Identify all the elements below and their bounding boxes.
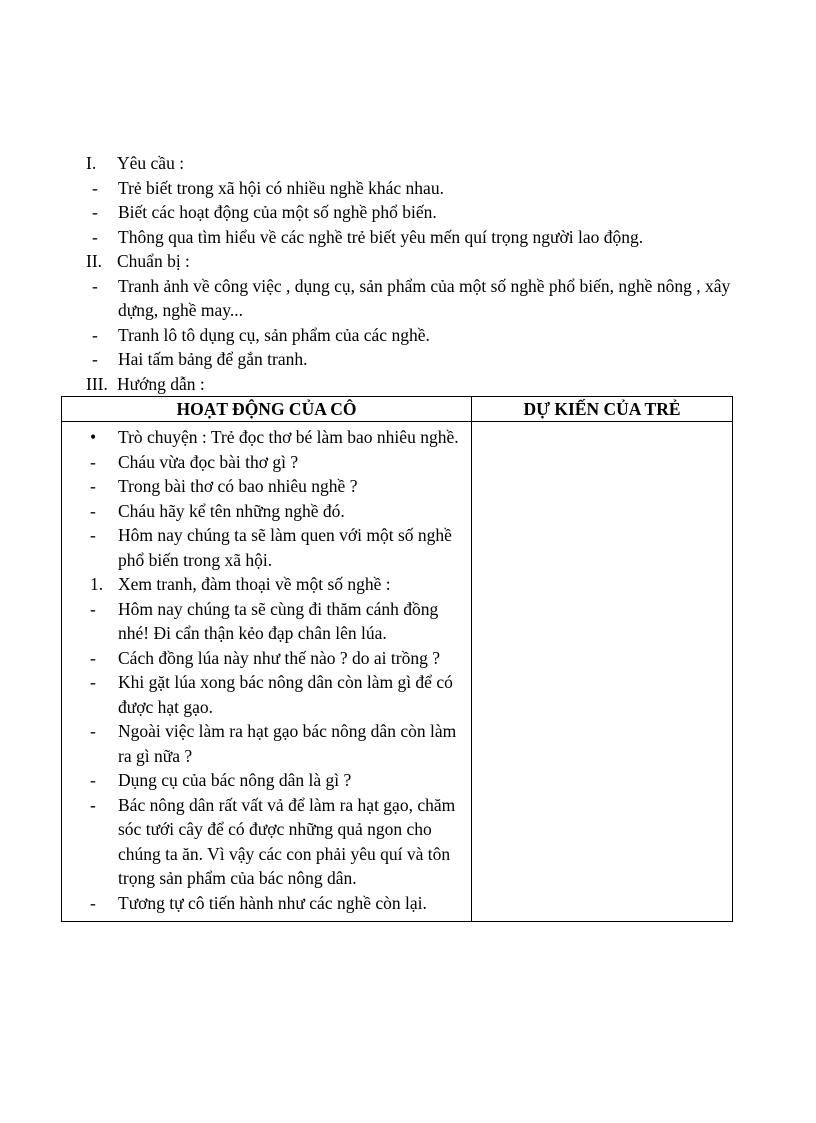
list-marker: 1. (90, 574, 104, 594)
list-item (86, 793, 463, 891)
list-item (86, 768, 463, 793)
dash-bullet: - (92, 349, 98, 369)
list-item (86, 200, 766, 225)
dash-bullet: - (92, 275, 98, 296)
dash-bullet: - (92, 202, 98, 222)
section-heading-requirements (86, 151, 766, 176)
list-item-text: Thông qua tìm hiểu về các nghề trẻ biết yêu mến quí trọng người lao động. (118, 226, 644, 247)
list-item (86, 719, 463, 768)
lesson-intro (86, 151, 766, 396)
list-item-text: Tương tự cô tiến hành như các nghề còn lại. (118, 892, 427, 913)
list-marker: - (90, 770, 96, 790)
table-header-row (62, 397, 733, 422)
list-item-text: Xem tranh, đàm thoại về một số nghề : (118, 574, 391, 594)
section-heading-preparation (86, 249, 766, 274)
list-item (86, 347, 766, 372)
list-item (86, 425, 463, 450)
list-item-text: Tranh ảnh về công việc , dụng cụ, sản phẩm của một số nghề phổ biến, nghề nông , xây dựng, nghề may... (118, 275, 731, 320)
list-item (86, 450, 463, 475)
list-item-text: Hôm nay chúng ta sẽ cùng đi thăm cánh đồng nhé! Đi cẩn thận kẻo đạp chân lên lúa. (118, 598, 439, 643)
list-marker: - (90, 451, 96, 472)
list-item (86, 646, 463, 671)
list-marker: - (90, 647, 96, 668)
section-number: II. (86, 251, 103, 271)
list-item (86, 323, 766, 348)
list-marker: - (90, 892, 96, 913)
list-item-text: Trò chuyện : Trẻ đọc thơ bé làm bao nhiêu nghề. (118, 427, 459, 447)
section-title: Yêu cầu : (117, 153, 185, 173)
list-item (86, 523, 463, 572)
dash-bullet: - (92, 177, 98, 198)
list-item (86, 670, 463, 719)
list-item-text: Cháu vừa đọc bài thơ gì ? (118, 451, 299, 472)
list-item-text: Cách đồng lúa này như thế nào ? do ai trồng ? (118, 647, 440, 668)
list-item-text: Trong bài thơ có bao nhiêu nghề ? (118, 476, 358, 496)
activity-table (61, 396, 733, 922)
list-marker: - (90, 598, 96, 619)
header-teacher-activity: HOẠT ĐỘNG CỦA CÔ (62, 397, 472, 422)
list-item-text: Hai tấm bảng để gắn tranh. (118, 349, 308, 369)
dash-bullet: - (92, 324, 98, 345)
list-marker: - (90, 500, 96, 521)
section-title: Hướng dẫn : (117, 373, 205, 394)
section-title: Chuẩn bị : (117, 251, 190, 271)
list-marker: - (90, 525, 96, 545)
list-marker: - (90, 721, 96, 741)
list-item-text: Khi gặt lúa xong bác nông dân còn làm gì để có được hạt gạo. (118, 672, 453, 717)
list-item-text: Ngoài việc làm ra hạt gạo bác nông dân còn làm ra gì nữa ? (118, 721, 457, 766)
list-item (86, 499, 463, 524)
list-item (86, 572, 463, 597)
teacher-activity-cell (62, 422, 472, 922)
list-item-text: Tranh lô tô dụng cụ, sản phẩm của các nghề. (118, 324, 430, 345)
list-item-text: Cháu hãy kể tên những nghề đó. (118, 500, 345, 521)
list-item-text: Hôm nay chúng ta sẽ làm quen với một số nghề phổ biến trong xã hội. (118, 525, 452, 570)
list-item (86, 474, 463, 499)
header-children-expectation: DỰ KIẾN CỦA TRẺ (472, 397, 733, 422)
section-number: III. (86, 373, 108, 394)
list-item (86, 274, 766, 323)
list-marker: - (90, 794, 96, 815)
list-item (86, 597, 463, 646)
section-number: I. (86, 153, 97, 173)
section-heading-guidance (86, 372, 766, 397)
table-row (62, 422, 733, 922)
dash-bullet: - (92, 226, 98, 247)
children-expectation-cell (472, 422, 733, 922)
list-item-text: Trẻ biết trong xã hội có nhiều nghề khác nhau. (118, 177, 444, 198)
list-marker: • (90, 427, 97, 447)
list-item-text: Biết các hoạt động của một số nghề phổ biến. (118, 202, 437, 222)
list-marker: - (90, 672, 96, 692)
list-item (86, 891, 463, 916)
list-item (86, 176, 766, 201)
list-item-text: Bác nông dân rất vất vả để làm ra hạt gạo, chăm sóc tưới cây để có được những quả ngon cho chúng ta ăn. Vì vậy các con phải yêu quí và tôn trọng sản phẩm của bác nông dân. (118, 794, 456, 888)
list-marker: - (90, 476, 96, 496)
list-item (86, 225, 766, 250)
list-item-text: Dụng cụ của bác nông dân là gì ? (118, 770, 352, 790)
